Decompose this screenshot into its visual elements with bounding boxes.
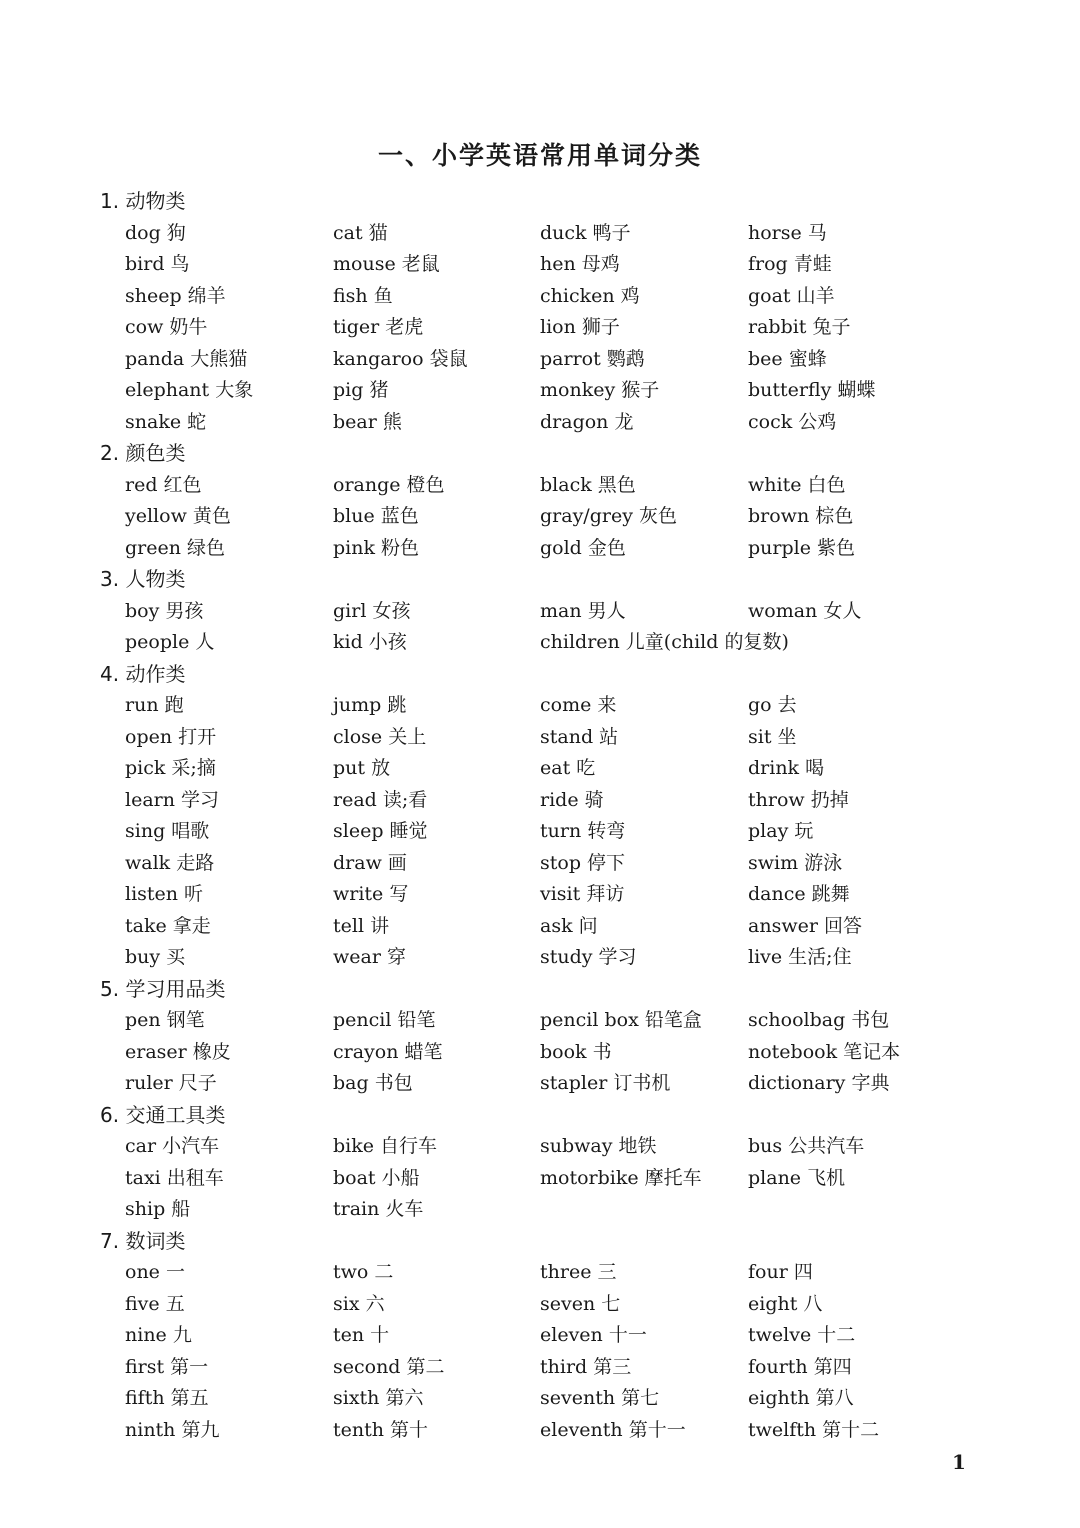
category-section	[100, 1226, 1000, 1447]
word-row	[100, 218, 1000, 250]
word-entry: learn 学习	[125, 788, 220, 811]
word-entry: sing 唱歌	[125, 820, 210, 842]
word-entry: butterfly 蝴蝶	[748, 379, 876, 401]
word-entry: boy 男孩	[125, 599, 204, 622]
word-entry: book 书	[540, 1040, 612, 1063]
word-entry: train 火车	[333, 1198, 424, 1220]
word-entry: hen 母鸡	[540, 253, 620, 275]
word-entry: fifth 第五	[125, 1387, 209, 1409]
word-row	[100, 753, 1000, 785]
word-entry: dragon 龙	[540, 410, 634, 433]
word-entry: eleven 十一	[540, 1324, 647, 1346]
word-row	[100, 722, 1000, 754]
word-entry: yellow 黄色	[125, 505, 231, 527]
word-row	[100, 533, 1000, 565]
word-entry: pencil 铅笔	[333, 1009, 436, 1031]
word-entry: fish 鱼	[333, 284, 393, 307]
category-heading: 1. 动物类	[100, 189, 186, 213]
word-entry: dog 狗	[125, 221, 186, 244]
word-entry: sixth 第六	[333, 1387, 424, 1409]
word-entry: eleventh 第十一	[540, 1418, 686, 1441]
category-section	[100, 564, 1000, 659]
word-entry: read 读;看	[333, 788, 428, 811]
word-entry: stand 站	[540, 725, 619, 748]
word-entry: motorbike 摩托车	[540, 1166, 702, 1189]
word-row	[100, 1131, 1000, 1163]
page-title: 一、小学英语常用单词分类	[377, 141, 702, 170]
word-row	[100, 1320, 1000, 1352]
word-entry: taxi 出租车	[125, 1166, 224, 1189]
category-heading: 6. 交通工具类	[100, 1102, 226, 1127]
word-entry: gold 金色	[540, 536, 626, 559]
word-entry: tiger 老虎	[333, 316, 424, 338]
word-entry: eight 八	[748, 1292, 823, 1315]
word-row	[100, 942, 1000, 974]
word-entry: duck 鸭子	[540, 221, 631, 244]
word-entry: ruler 尺子	[125, 1072, 217, 1094]
word-entry: frog 青蛙	[748, 253, 832, 275]
word-entry: two 二	[333, 1261, 394, 1283]
word-entry: monkey 猴子	[540, 379, 660, 401]
word-entry: eat 吃	[540, 757, 596, 779]
word-entry: ask 问	[540, 914, 598, 937]
word-entry: listen 听	[125, 883, 204, 905]
word-entry: eighth 第八	[748, 1387, 854, 1409]
word-entry: dictionary 字典	[748, 1072, 890, 1094]
word-entry: girl 女孩	[333, 599, 411, 622]
word-entry: goat 山羊	[748, 284, 835, 307]
word-entry: second 第二	[333, 1355, 445, 1378]
word-entry: rabbit 兔子	[748, 316, 851, 338]
word-entry: stop 停下	[540, 851, 626, 874]
word-entry: black 黑色	[540, 473, 636, 496]
word-row	[100, 1163, 1000, 1195]
word-entry: one 一	[125, 1261, 185, 1283]
word-entry: drink 喝	[748, 757, 825, 779]
word-entry: bike 自行车	[333, 1135, 438, 1157]
word-row	[100, 879, 1000, 911]
word-row	[100, 407, 1000, 439]
word-entry: car 小汽车	[125, 1135, 220, 1157]
word-list	[100, 186, 1000, 1446]
word-entry: orange 橙色	[333, 473, 445, 496]
word-entry: pencil box 铅笔盒	[540, 1009, 702, 1031]
category-heading: 7. 数词类	[100, 1228, 186, 1253]
word-entry: come 来	[540, 694, 617, 716]
word-entry: study 学习	[540, 946, 637, 968]
word-entry: elephant 大象	[125, 379, 254, 401]
word-entry: woman 女人	[748, 599, 862, 622]
word-entry: seven 七	[540, 1292, 621, 1315]
word-row	[100, 249, 1000, 281]
word-row	[100, 470, 1000, 502]
word-row	[100, 911, 1000, 943]
word-entry: first 第一	[125, 1355, 209, 1378]
word-entry: ten 十	[333, 1324, 390, 1346]
word-entry: cock 公鸡	[748, 410, 837, 433]
word-entry: jump 跳	[333, 694, 407, 716]
word-entry: schoolbag 书包	[748, 1009, 890, 1031]
word-row	[100, 848, 1000, 880]
word-entry: gray/grey 灰色	[540, 505, 677, 527]
word-row	[100, 1037, 1000, 1069]
word-entry: subway 地铁	[540, 1135, 657, 1157]
word-entry: chicken 鸡	[540, 284, 640, 307]
word-row	[100, 501, 1000, 533]
word-entry: sit 坐	[748, 725, 797, 748]
word-entry: pen 钢笔	[125, 1009, 205, 1031]
word-entry: go 去	[748, 694, 797, 716]
word-row	[100, 1194, 1000, 1226]
word-entry: open 打开	[125, 725, 217, 748]
word-entry: parrot 鹦鹉	[540, 347, 645, 370]
word-entry: pick 采;摘	[125, 757, 216, 779]
word-entry: twelve 十二	[748, 1324, 856, 1346]
word-row	[100, 344, 1000, 376]
word-entry: green 绿色	[125, 536, 226, 559]
word-entry: kid 小孩	[333, 631, 407, 653]
word-entry: seventh 第七	[540, 1387, 660, 1409]
word-entry: buy 买	[125, 946, 186, 968]
word-entry: horse 马	[748, 221, 827, 244]
word-entry: live 生活;住	[748, 946, 852, 968]
word-entry: snake 蛇	[125, 410, 207, 433]
word-entry: six 六	[333, 1292, 385, 1315]
category-section	[100, 186, 1000, 438]
word-entry: pink 粉色	[333, 536, 420, 559]
word-entry: tell 讲	[333, 914, 390, 937]
category-heading: 4. 动作类	[100, 661, 186, 686]
category-heading: 2. 颜色类	[100, 441, 186, 465]
word-entry: walk 走路	[125, 851, 215, 874]
word-row	[100, 1068, 1000, 1100]
word-entry: white 白色	[748, 473, 846, 496]
word-entry: write 写	[333, 883, 409, 905]
word-entry: children 儿童(child 的复数)	[540, 631, 789, 653]
word-entry: swim 游泳	[748, 851, 843, 874]
word-entry: dance 跳舞	[748, 883, 850, 905]
word-entry: bear 熊	[333, 410, 402, 433]
word-row	[100, 312, 1000, 344]
page-number: 1	[952, 1450, 966, 1474]
word-entry: ninth 第九	[125, 1418, 220, 1441]
word-entry: cat 猫	[333, 221, 388, 244]
category-section	[100, 659, 1000, 974]
word-row	[100, 1289, 1000, 1321]
word-entry: boat 小船	[333, 1166, 420, 1189]
word-row	[100, 690, 1000, 722]
word-entry: purple 紫色	[748, 536, 856, 559]
word-row	[100, 375, 1000, 407]
word-entry: eraser 橡皮	[125, 1040, 231, 1063]
word-entry: people 人	[125, 631, 215, 653]
word-entry: sheep 绵羊	[125, 284, 226, 307]
word-entry: third 第三	[540, 1355, 632, 1378]
category-heading: 3. 人物类	[100, 567, 186, 591]
word-entry: notebook 笔记本	[748, 1040, 901, 1063]
word-entry: nine 九	[125, 1324, 192, 1346]
word-entry: five 五	[125, 1292, 185, 1315]
word-entry: turn 转弯	[540, 820, 626, 842]
word-entry: pig 猪	[333, 379, 389, 401]
category-section	[100, 974, 1000, 1100]
word-entry: visit 拜访	[540, 883, 625, 905]
word-row	[100, 627, 1000, 659]
word-entry: throw 扔掉	[748, 788, 849, 811]
word-entry: three 三	[540, 1261, 617, 1283]
word-entry: panda 大熊猫	[125, 347, 248, 370]
category-heading: 5. 学习用品类	[100, 976, 226, 1001]
word-entry: man 男人	[540, 599, 626, 622]
word-entry: play 玩	[748, 820, 814, 842]
word-entry: brown 棕色	[748, 505, 854, 527]
word-entry: lion 狮子	[540, 316, 620, 338]
word-row	[100, 1352, 1000, 1384]
word-entry: put 放	[333, 757, 391, 779]
word-row	[100, 1257, 1000, 1289]
word-row	[100, 785, 1000, 817]
word-entry: sleep 睡觉	[333, 820, 428, 842]
word-entry: tenth 第十	[333, 1418, 429, 1441]
word-entry: stapler 订书机	[540, 1072, 671, 1094]
word-entry: plane 飞机	[748, 1166, 846, 1189]
word-entry: answer 回答	[748, 914, 862, 937]
category-section	[100, 1100, 1000, 1226]
category-section	[100, 438, 1000, 564]
word-entry: four 四	[748, 1261, 813, 1283]
word-entry: draw 画	[333, 851, 407, 874]
word-entry: crayon 蜡笔	[333, 1040, 443, 1063]
word-entry: twelfth 第十二	[748, 1418, 880, 1441]
word-row	[100, 1383, 1000, 1415]
word-entry: mouse 老鼠	[333, 253, 440, 275]
word-entry: take 拿走	[125, 914, 211, 937]
word-entry: bee 蜜蜂	[748, 347, 827, 370]
word-entry: bird 鸟	[125, 253, 190, 275]
word-row	[100, 816, 1000, 848]
word-entry: fourth 第四	[748, 1355, 852, 1378]
word-row	[100, 1415, 1000, 1447]
word-entry: bus 公共汽车	[748, 1135, 865, 1157]
word-entry: wear 穿	[333, 946, 406, 968]
word-row	[100, 596, 1000, 628]
word-entry: kangaroo 袋鼠	[333, 347, 468, 370]
word-row	[100, 281, 1000, 313]
word-entry: blue 蓝色	[333, 505, 419, 527]
word-entry: ship 船	[125, 1198, 191, 1220]
word-entry: cow 奶牛	[125, 316, 208, 338]
word-entry: close 关上	[333, 725, 427, 748]
word-row	[100, 1005, 1000, 1037]
word-entry: bag 书包	[333, 1072, 413, 1094]
word-entry: run 跑	[125, 694, 184, 716]
word-entry: red 红色	[125, 473, 202, 496]
word-entry: ride 骑	[540, 788, 604, 811]
